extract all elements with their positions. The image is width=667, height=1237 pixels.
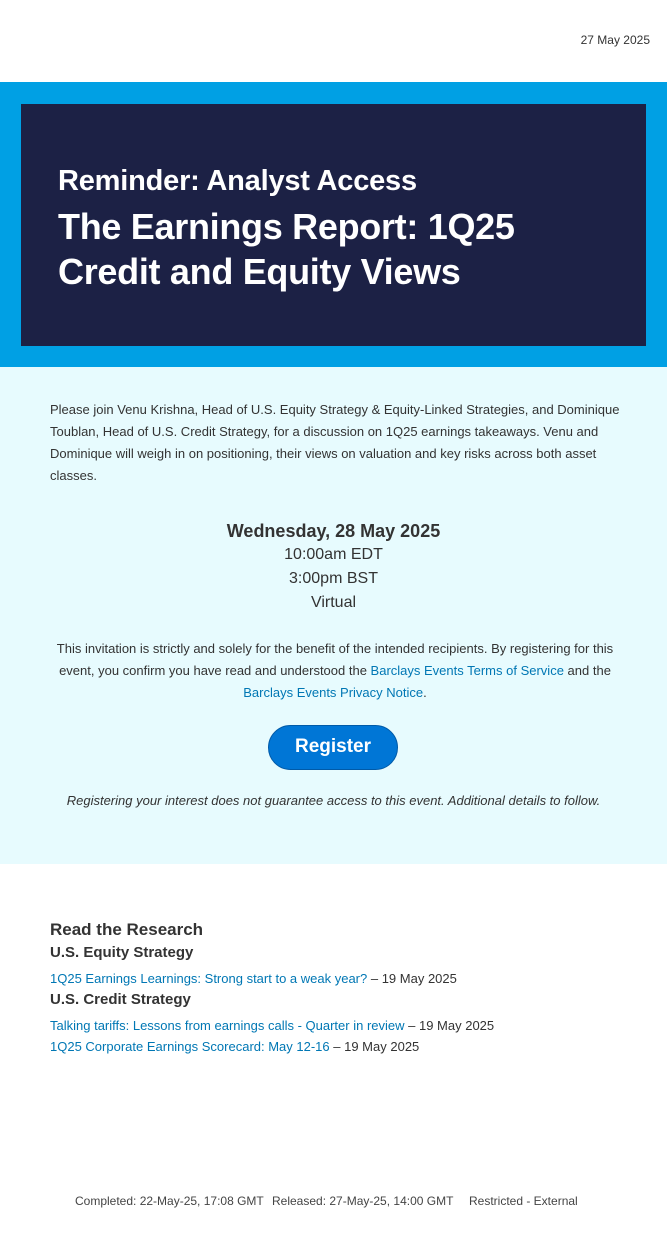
research-section-title-credit: U.S. Credit Strategy <box>50 991 191 1008</box>
banner-kicker: Reminder: Analyst Access <box>58 165 417 197</box>
banner <box>0 82 667 367</box>
research-link[interactable]: Talking tariffs: Lessons from earnings calls - Quarter in review <box>50 1018 405 1033</box>
banner-panel <box>21 104 646 346</box>
access-note: Registering your interest does not guarantee access to this event. Additional details to follow. <box>66 793 601 808</box>
disclaimer-text-before: This invitation is strictly and solely for the benefit of the intended recipients. By registering for this event, you confirm you have read and understood the <box>56 641 614 678</box>
research-item <box>50 1015 630 1036</box>
footer-completed: Completed: 22-May-25, 17:08 GMT <box>75 1194 264 1208</box>
banner-title-line2: Credit and Equity Views <box>58 251 461 292</box>
event-date: Wednesday, 28 May 2025 <box>226 521 441 541</box>
research-date: – 19 May 2025 <box>367 971 457 986</box>
event-location: Virtual <box>310 594 357 611</box>
banner-title-line1: The Earnings Report: 1Q25 <box>58 206 515 247</box>
footer-classification: Restricted - External <box>469 1194 578 1208</box>
disclaimer <box>50 638 620 704</box>
research-heading: Read the Research <box>50 920 204 939</box>
register-button[interactable]: Register <box>268 725 398 770</box>
research-section-title-equity: U.S. Equity Strategy <box>50 944 194 961</box>
intro-paragraph: Please join Venu Krishna, Head of U.S. Equity Strategy & Equity-Linked Strategies, and Dominique Toublan, Head of U.S. Credit Strategy, for a discussion on 1Q25 earnings takeaways. Venu and Dominique will weigh in on positioning, their views on valuation and key risks across both asset classes. <box>50 402 620 483</box>
research-item <box>50 1036 630 1057</box>
privacy-notice-link[interactable]: Barclays Events Privacy Notice <box>243 685 424 700</box>
research-link[interactable]: 1Q25 Corporate Earnings Scorecard: May 12-16 <box>50 1039 330 1054</box>
footer-released: Released: 27-May-25, 14:00 GMT <box>272 1194 454 1208</box>
event-time-edt: 10:00am EDT <box>284 546 383 563</box>
research-section <box>50 918 630 1057</box>
terms-of-service-link[interactable]: Barclays Events Terms of Service <box>370 663 564 678</box>
research-item <box>50 968 630 989</box>
event-details <box>0 519 667 615</box>
banner-title <box>58 204 608 294</box>
invitation-section <box>0 367 667 864</box>
disclaimer-text-middle: and the <box>563 663 611 678</box>
event-time-bst: 3:00pm BST <box>289 570 378 587</box>
research-date: – 19 May 2025 <box>404 1018 495 1033</box>
research-link[interactable]: 1Q25 Earnings Learnings: Strong start to a weak year? <box>50 971 368 986</box>
disclaimer-text-after: . <box>423 685 427 700</box>
email-date: 27 May 2025 <box>580 33 650 47</box>
research-date: – 19 May 2025 <box>329 1039 420 1054</box>
